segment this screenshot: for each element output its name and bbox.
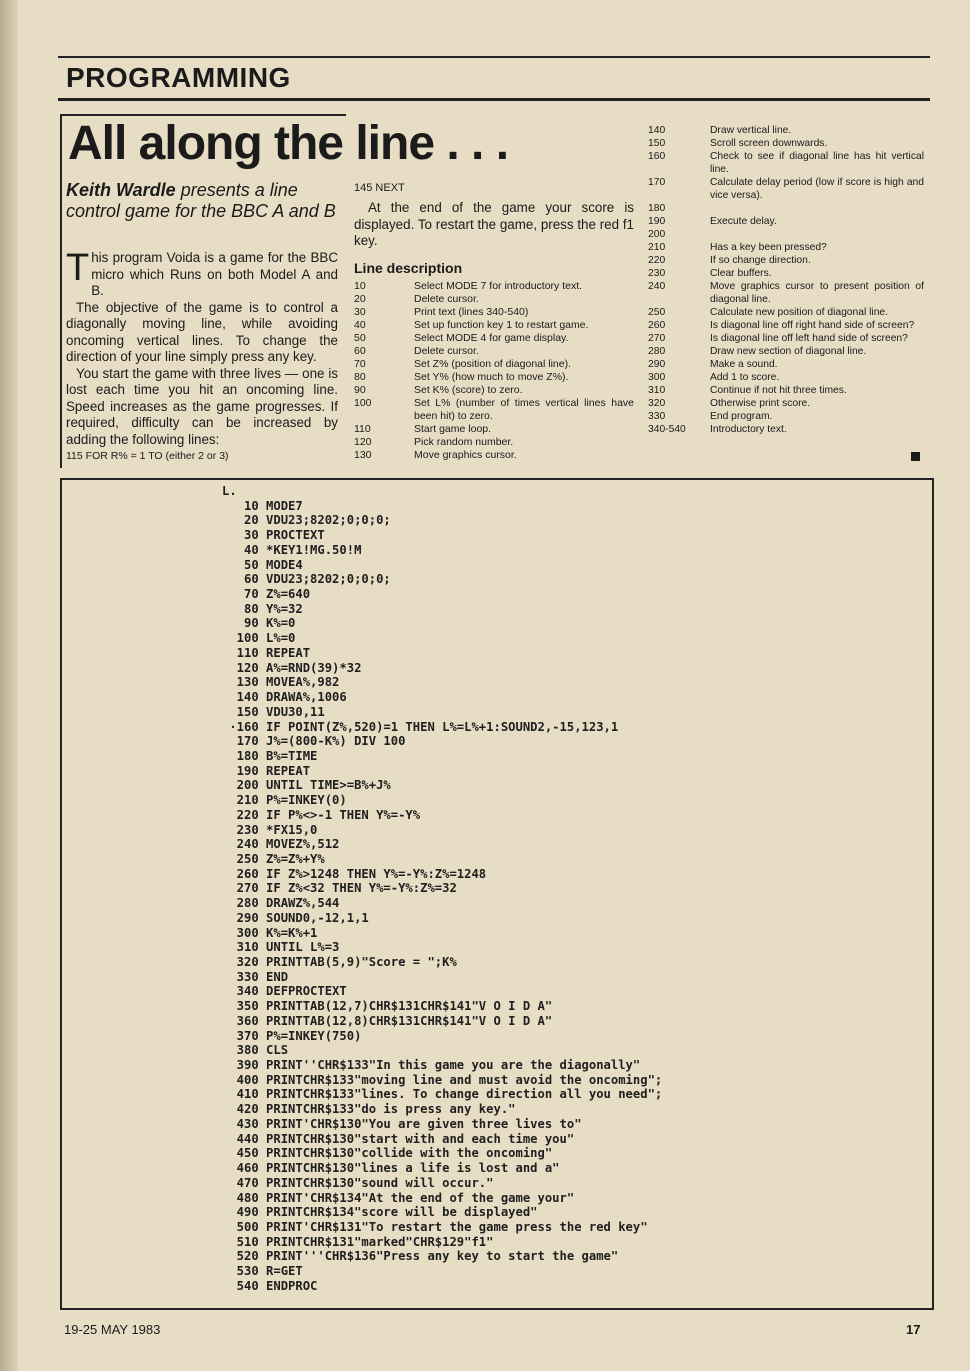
line-description-text: Print text (lines 340-540) [414,305,529,318]
intro-column [66,247,338,463]
line-number: 280 [648,346,666,357]
line-description-list [354,280,634,462]
intro-paragraph-2: The objective of the game is to control a diagonally moving line, while avoiding oncoming vertical lines. To change the direction of your line simply press any key. [66,299,338,364]
intro-paragraph-1: This program Voida is a game for the BBC micro which Runs on both Model A and B. [66,247,338,298]
line-description-text: Otherwise print score. [710,398,811,409]
line-description-row [354,293,634,306]
line-description-list-continued [648,124,924,436]
intro-paragraph-3: You start the game with three lives — one is lost each time you hit an oncoming line. Speed increases as the game progresses. If required, difficulty can be increased by adding the following lines: [66,365,338,447]
line-description-text: Delete cursor. [414,292,479,305]
line-number: 160 [648,151,666,162]
line-description-text: Execute delay. [710,216,777,227]
line-description-row [648,397,924,410]
line-number: 240 [648,281,666,292]
line-description-text: Clear buffers. [710,268,772,279]
line-description-text: Delete cursor. [414,344,479,357]
line-number: 100 [354,396,372,409]
section-header [58,56,930,101]
line-number: 330 [648,411,666,422]
line-description-text: Check to see if diagonal line has hit vertical line. [710,151,924,175]
line-description-row [354,384,634,397]
line-description-text: Select MODE 7 for introductory text. [414,279,583,292]
line-description-row [648,410,924,423]
line-number: 140 [648,125,666,136]
line-number: 250 [648,307,666,318]
line-number: 180 190 200 [648,203,666,240]
line-number: 210 [648,242,666,253]
line-number: 20 [354,292,366,305]
line-description-text: End program. [710,411,773,422]
line-description-row [648,306,924,319]
line-description-text: Set Y% (how much to move Z%). [414,370,569,383]
line-description-row [354,449,634,462]
page-spine-shadow [0,0,18,1371]
line-description-text: Has a key been pressed? [710,242,827,253]
line-description-text: Draw new section of diagonal line. [710,346,867,357]
line-number: 150 [648,138,666,149]
line-description-row [354,332,634,345]
right-column [648,124,924,436]
line-description-text: Scroll screen downwards. [710,138,828,149]
line-number: 260 [648,320,666,331]
line-number: 270 [648,333,666,344]
line-description-text: Calculate delay period (low if score is high and vice versa). [710,177,924,201]
line-number: 30 [354,305,366,318]
line-description-text: Move graphics cursor. [414,448,517,461]
line-description-row [648,280,924,306]
headline: All along the line . . . [68,117,509,170]
line-number: 10 [354,279,366,292]
line-description-text: Make a sound. [710,359,778,370]
line-number: 300 [648,372,666,383]
line-number: 90 [354,383,366,396]
line-description-text: Is diagonal line off right hand side of screen? [710,320,915,331]
line-description-row [354,306,634,319]
line-description-text: Add 1 to score. [710,372,780,383]
line-number: 80 [354,370,366,383]
line-description-row [648,241,924,254]
line-number: 230 [648,268,666,279]
line-description-row [648,176,924,202]
line-description-row [354,280,634,293]
line-number: 290 [648,359,666,370]
line-description-text: Set L% (number of times vertical lines have been hit) to zero. [414,396,634,422]
line-number: 310 [648,385,666,396]
line-number: 70 [354,357,366,370]
line-number: 40 [354,318,366,331]
line-description-row [354,371,634,384]
line-description-row [648,358,924,371]
line-description-row [648,345,924,358]
restart-paragraph: At the end of the game your score is displayed. To restart the game, press the red f1 key. [354,200,634,248]
line-description-row [648,332,924,345]
line-description-text: Select MODE 4 for game display. [414,331,569,344]
line-description-row [648,254,924,267]
line-number: 50 [354,331,366,344]
line-description-row [354,319,634,332]
line-description-text: Is diagonal line off left hand side of screen? [710,333,908,344]
line-number: 120 [354,435,372,448]
line-description-row [648,319,924,332]
line-description-row [354,397,634,423]
line-number: 170 [648,177,666,188]
drop-cap: T [66,247,90,289]
program-listing: L. 10 MODE7 20 VDU23;8202;0;0;0; 30 PROCTEXT 40 *KEY1!MG.50!M 50 MODE4 60 VDU23;8202;0;0;0; 70 Z%=640 80 Y%=32 90 K%=0 100 L%=0 110 REPEAT 120 A%=RND(39)*32 130 MOVEA%,982 140 DRAWA%,1006 150 VDU30,11 ·160 IF POINT(Z%,520)=1 THEN L%=L%+1:SOUND2,-15,123,1 170 J%=(800-K%) DIV 100 180 B%=TIME 190 REPEAT 200 UNTIL TIME>=B%+J% 210 P%=INKEY(0) 220 IF P%<>-1 THEN Y%=-Y% 230 *FX15,0 240 MOVEZ%,512 250 Z%=Z%+Y% 260 IF Z%>1248 THEN Y%=-Y%:Z%=1248 270 IF Z%<32 THEN Y%=-Y%:Z%=32 280 DRAWZ%,544 290 SOUND0,-12,1,1 300 K%=K%+1 310 UNTIL L%=3 320 PRINTTAB(5,9)"Score = ";K% 330 END 340 DEFPROCTEXT 350 PRINTTAB(12,7)CHR$131CHR$141"V O I D A" 360 PRINTTAB(12,8)CHR$131CHR$141"V O I D A" 370 P%=INKEY(750) 380 CLS 390 PRINT''CHR$133"In this game you are the diagonally" 400 PRINTCHR$133"moving line and must avoid the oncoming"; 410 PRINTCHR$133"lines. To change direction all you need"; 420 PRINTCHR$133"do is press any key." 430 PRINT'CHR$130"You are given three lives to" 440 PRINTCHR$130"start with and each time you" 450 PRINTCHR$130"collide with the oncoming" 460 PRINTCHR$130"lines a life is lost and a" 470 PRINTCHR$130"sound will occur." 480 PRINT'CHR$134"At the end of the game your" 490 PRINTCHR$134"score will be displayed" 500 PRINT'CHR$131"To restart the game press the red key" 510 PRINTCHR$131"marked"CHR$129"f1" 520 PRINT'''CHR$136"Press any key to start the game" 530 R=GET 540 ENDPROC [222,484,663,1293]
line-description-text: Draw vertical line. [710,125,792,136]
line-number: 320 [648,398,666,409]
line-description-text: If so change direction. [710,255,811,266]
byline [66,180,338,222]
line-description-text: Set K% (score) to zero. [414,383,523,396]
byline-author: Keith Wardle [66,180,176,200]
line-description-text: Start game loop. [414,422,492,435]
line-description-text: Calculate new position of diagonal line. [710,307,889,318]
line-description-row [648,202,924,241]
line-number: 340-540 [648,424,686,435]
line-description-row [354,436,634,449]
page-number: 17 [906,1322,921,1337]
line-description-row [354,345,634,358]
line-description-row [648,137,924,150]
section-title: PROGRAMMING [66,62,291,93]
line-description-row [354,358,634,371]
footer-date: 19-25 MAY 1983 [64,1322,161,1337]
byline-text: presents a line control game for the BBC A and B [66,180,336,221]
line-number: 60 [354,344,366,357]
line-description-text: Continue if not hit three times. [710,385,847,396]
line-description-row [354,423,634,436]
line-description-row [648,150,924,176]
line-description-row [648,124,924,137]
line-description-row [648,384,924,397]
code-next-line: 145 NEXT [354,182,405,194]
line-description-text: Move graphics cursor to present position of diagonal line. [710,281,924,305]
middle-column [354,182,634,462]
line-description-row [648,423,924,436]
line-number: 130 [354,448,372,461]
line-description-row [648,267,924,280]
line-number: 220 [648,255,666,266]
line-description-heading: Line description [354,259,463,276]
intro-code-line: 115 FOR R% = 1 TO (either 2 or 3) [66,450,229,462]
line-description-text: Pick random number. [414,435,514,448]
end-of-article-square [911,452,920,461]
line-description-row [648,371,924,384]
line-description-text: Set up function key 1 to restart game. [414,318,589,331]
line-description-text: Introductory text. [710,424,787,435]
line-description-text: Set Z% (position of diagonal line). [414,357,572,370]
line-number: 110 [354,422,371,435]
